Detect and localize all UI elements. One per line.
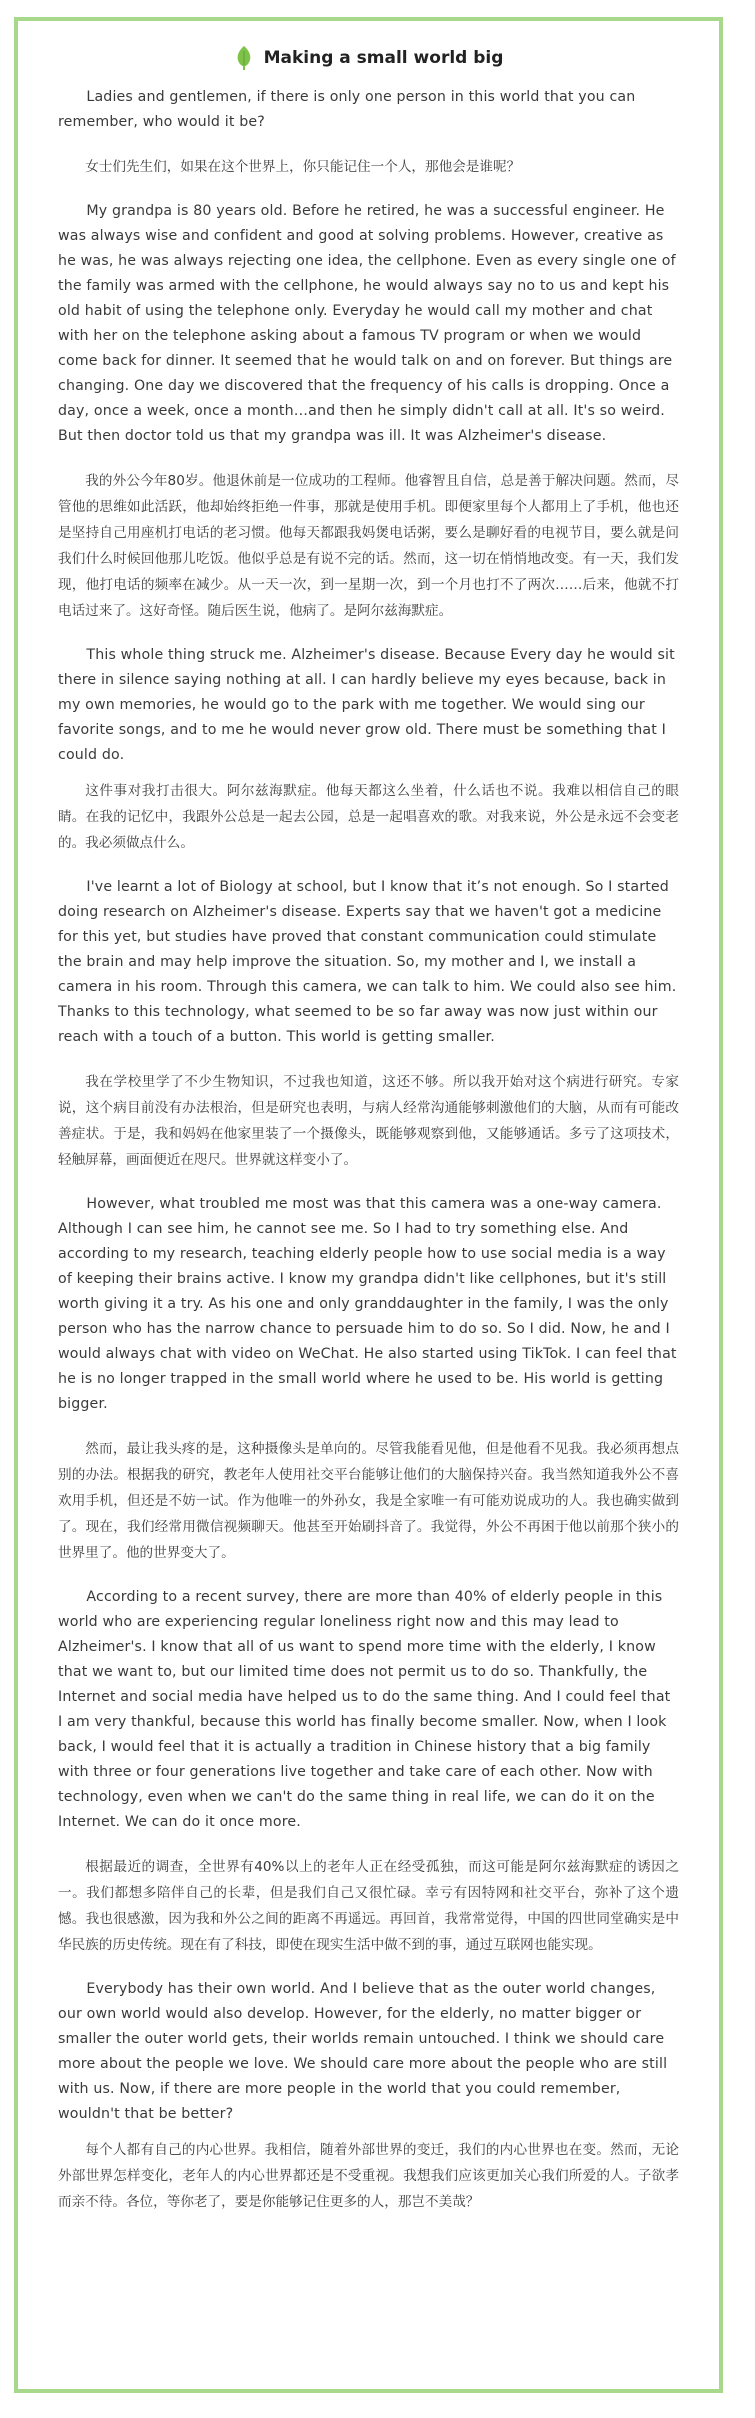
paragraph-zh-6: 根据最近的调查，全世界有40%以上的老年人正在经受孤独，而这可能是阿尔兹海默症的诱因之一。我们都想多陪伴自己的长辈，但是我们自己又很忙碌。幸亏有因特网和社交平台，弥补了这个遗憾。我也很感激，因为我和外公之间的距离不再遥远。再回首，我常常觉得，中国的四世同堂确实是中华民族的历史传统。现在有了科技，即使在现实生活中做不到的事，通过互联网也能实现。 [58, 1859, 679, 1953]
paragraph-en-5: However, what troubled me most was that this camera was a one-way camera. Although I can see him, he cannot see me. So I had to try something else. And according to my research, teaching elderly people how to use social media is a way of keeping their brains active. I know my grandpa didn't like cellphones, but it's still worth giving it a try. As his one and only granddaughter in the family, I was the only person who has the narrow chance to persuade him to do so. So I did. Now, he and I would always chat with video on WeChat. He also started using TikTok. I can feel that he is no longer trapped in the small world where he used to be. His world is getting bigger. [58, 1196, 677, 1412]
paragraph-en-4: I've learnt a lot of Biology at school, but I know that it’s not enough. So I started doing research on Alzheimer's disease. Experts say that we haven't got a medicine for this yet, but studies have proved that constant communication could stimulate the brain and may help improve the situation. So, my mother and I, we install a camera in his room. Through this camera, we can talk to him. We could also see him. Thanks to this technology, what seemed to be so far away was now just within our reach with a touch of a button. This world is getting smaller. [58, 879, 677, 1045]
paragraph-en-2: My grandpa is 80 years old. Before he retired, he was a successful engineer. He was always wise and confident and good at solving problems. However, creative as he was, he was always rejecting one idea, the cellphone. Even as every single one of the family was armed with the cellphone, he would always say no to us and kept his old habit of using the telephone only. Everyday he would call my mother and chat with her on the telephone asking about a famous TV program or when we would come back for dinner. It seemed that he would talk on and on forever. But things are changing. One day we discovered that the frequency of his calls is dropping. Once a day, once a week, once a month…and then he simply didn't call at all. It's so weird. But then doctor told us that my grandpa was ill. It was Alzheimer's disease. [58, 203, 676, 444]
paragraph-en-1: Ladies and gentlemen, if there is only one person in this world that you can remember, who would it be? [58, 89, 636, 130]
paragraph-en-3: This whole thing struck me. Alzheimer's disease. Because Every day he would sit there in silence saying nothing at all. I can hardly believe my eyes because, back in my own memories, he would go to the park with me together. We would sing our favorite songs, and to me he would never grow old. There must be something that I could do. [58, 647, 675, 763]
paragraph-zh-2: 我的外公今年80岁。他退休前是一位成功的工程师。他睿智且自信，总是善于解决问题。然而，尽管他的思维如此活跃，他却始终拒绝一件事，那就是使用手机。即便家里每个人都用上了手机，他也还是坚持自己用座机打电话的老习惯。他每天都跟我妈煲电话粥，要么是聊好看的电视节目，要么就是问我们什么时候回他那儿吃饭。他似乎总是有说不完的话。然而，这一切在悄悄地改变。有一天，我们发现，他打电话的频率在减少。从一天一次，到一星期一次，到一个月也打不了两次……后来，他就不打电话过来了。这好奇怪。随后医生说，他病了。是阿尔兹海默症。 [58, 473, 679, 619]
paragraph-zh-4: 我在学校里学了不少生物知识，不过我也知道，这还不够。所以我开始对这个病进行研究。专家说，这个病目前没有办法根治，但是研究也表明，与病人经常沟通能够刺激他们的大脑，从而有可能改善症状。于是，我和妈妈在他家里装了一个摄像头，既能够观察到他，又能够通话。多亏了这项技术，轻触屏幕，画面便近在咫尺。世界就这样变小了。 [58, 1074, 679, 1168]
paragraph-zh-3: 这件事对我打击很大。阿尔兹海默症。他每天都这么坐着，什么话也不说。我难以相信自己的眼睛。在我的记忆中，我跟外公总是一起去公园，总是一起唱喜欢的歌。对我来说，外公是永远不会变老的。我必须做点什么。 [58, 783, 679, 851]
paragraph-zh-1: 女士们先生们，如果在这个世界上，你只能记住一个人，那他会是谁呢？ [85, 159, 521, 175]
paragraph-en-6: According to a recent survey, there are more than 40% of elderly people in this world who are experiencing regular loneliness right now and this may lead to Alzheimer's. I know that all of us want to spend more time with the elderly, I know that we want to, but our limited time does not permit us to do so. Thankfully, the Internet and social media have helped us to do the same thing. And I could feel that I am very thankful, because this world has finally become smaller. Now, when I look back, I would feel that it is actually a tradition in Chinese history that a big family with three or four generations live together and take care of each other. Now with technology, even when we can't do the same thing in real life, we can do it on the Internet. We can do it once more. [58, 1589, 671, 1830]
leaf-icon [234, 45, 254, 71]
paragraph-zh-5: 然而，最让我头疼的是，这种摄像头是单向的。尽管我能看见他，但是他看不见我。我必须再想点别的办法。根据我的研究，教老年人使用社交平台能够让他们的大脑保持兴奋。我当然知道我外公不喜欢用手机，但还是不妨一试。作为他唯一的外孙女，我是全家唯一有可能劝说成功的人。我也确实做到了。现在，我们经常用微信视频聊天。他甚至开始刷抖音了。我觉得，外公不再困于他以前那个狭小的世界里了。他的世界变大了。 [58, 1441, 679, 1561]
article-frame [14, 17, 723, 2393]
paragraph-en-7: Everybody has their own world. And I believe that as the outer world changes, our own world would also develop. However, for the elderly, no matter bigger or smaller the outer world gets, their worlds remain untouched. I think we should care more about the people we love. We should care more about the people who are still with us. Now, if there are more people in the world that you could remember, wouldn't that be better? [58, 1981, 668, 2122]
title-row [58, 41, 679, 75]
page-title: Making a small world big [263, 48, 504, 68]
paragraph-zh-7: 每个人都有自己的内心世界。我相信，随着外部世界的变迁，我们的内心世界也在变。然而，无论外部世界怎样变化，老年人的内心世界都还是不受重视。我想我们应该更加关心我们所爱的人。子欲孝而亲不待。各位，等你老了，要是你能够记住更多的人，那岂不美哉？ [58, 2142, 679, 2210]
